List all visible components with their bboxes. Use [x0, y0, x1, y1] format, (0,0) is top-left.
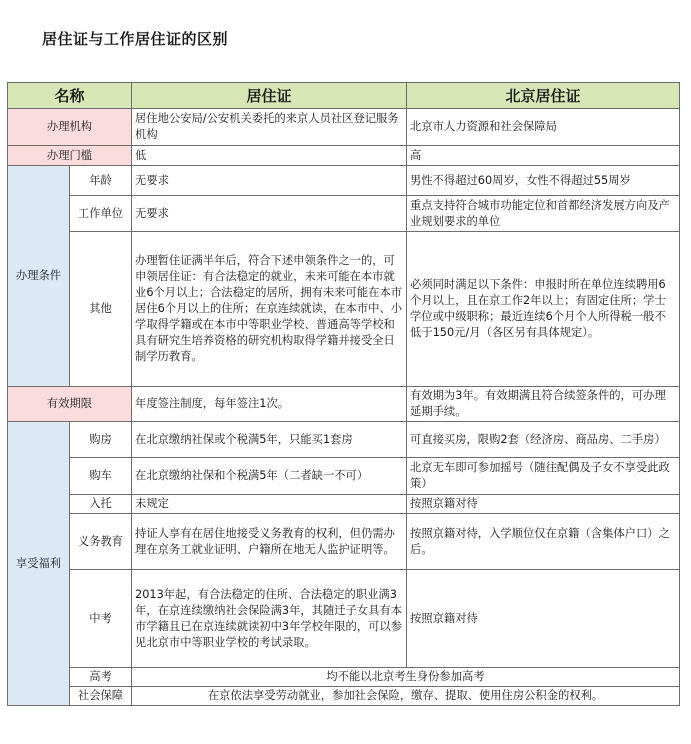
table-row — [8, 570, 680, 668]
age-b: 男性不得超过60周岁，女性不得超过55周岁 — [407, 166, 680, 196]
age-a: 无要求 — [132, 166, 407, 196]
gaokao-merged: 均不能以北京考生身份参加高考 — [132, 668, 680, 687]
education-a: 持证人享有在居住地接受义务教育的权利，但仍需办理在京务工就业证明、户籍所在地无人监护证明等。 — [132, 514, 407, 570]
validity-b: 有效期为3年。有效期满且符合续签条件的，可办理延期手续。 — [407, 387, 680, 422]
sub-label-social: 社会保障 — [70, 687, 132, 706]
table-header-row — [8, 83, 680, 109]
table-row — [8, 514, 680, 570]
car-b: 北京无车即可参加摇号（随往配偶及子女不享受此政策） — [407, 458, 680, 495]
row-label-threshold: 办理门槛 — [8, 146, 132, 166]
sub-label-car: 购车 — [70, 458, 132, 495]
threshold-b: 高 — [407, 146, 680, 166]
house-b: 可直接买房，限购2套（经济房、商品房、二手房） — [407, 422, 680, 458]
zhongkao-b: 按照京籍对待 — [407, 570, 680, 668]
row-label-validity: 有效期限 — [8, 387, 132, 422]
table-row — [8, 146, 680, 166]
zhongkao-a: 2013年起，有合法稳定的住所、合法稳定的职业满3年，在京连续缴纳社会保险满3年，其随迁子女具有本市学籍且已在京连续就读初中3年学校年限的，可以参见北京市中等职业学校的考试录取。 — [132, 570, 407, 668]
other-a: 办理暂住证满半年后，符合下述申领条件之一的，可申领居住证：有合法稳定的就业，未来可能在本市就业6个月以上；合法稳定的居所，拥有未来可能在本市居住6个月以上的住所；在京连续就读，在本市中、小学取得学籍或在本市中等职业学校、普通高等学校和具有研究生培养资格的研究机构取得学籍并接受全日制学历教育。 — [132, 232, 407, 387]
sub-label-house: 购房 — [70, 422, 132, 458]
table-row — [8, 687, 680, 706]
header-beijing-permit: 北京居住证 — [407, 83, 680, 109]
other-b: 必须同时满足以下条件：申报时所在单位连续聘用6个月以上，且在京工作2年以上；有固定住所；学士学位或中级职称；最近连续6个月个人所得税一般不低于150元/月（各区另有具体规定）。 — [407, 232, 680, 387]
car-a: 在北京缴纳社保和个税满5年（二者缺一不可） — [132, 458, 407, 495]
nursery-b: 按照京籍对待 — [407, 495, 680, 514]
nursery-a: 未规定 — [132, 495, 407, 514]
sub-label-nursery: 入托 — [70, 495, 132, 514]
table-row — [8, 109, 680, 146]
agency-b: 北京市人力资源和社会保障局 — [407, 109, 680, 146]
table-row — [8, 387, 680, 422]
table-row — [8, 232, 680, 387]
table-row — [8, 166, 680, 196]
page-title: 居住证与工作居住证的区别 — [42, 30, 229, 48]
table-row — [8, 668, 680, 687]
sub-label-other: 其他 — [70, 232, 132, 387]
table-row — [8, 458, 680, 495]
row-label-agency: 办理机构 — [8, 109, 132, 146]
sub-label-zhongkao: 中考 — [70, 570, 132, 668]
education-b: 按照京籍对待，入学顺位仅在京籍（含集体户口）之后。 — [407, 514, 680, 570]
sub-label-education: 义务教育 — [70, 514, 132, 570]
table-row — [8, 495, 680, 514]
row-label-conditions: 办理条件 — [8, 166, 70, 387]
comparison-table — [7, 82, 680, 706]
row-label-benefits: 享受福利 — [8, 422, 70, 706]
header-name: 名称 — [8, 83, 132, 109]
table-row — [8, 422, 680, 458]
header-residence-permit: 居住证 — [132, 83, 407, 109]
sub-label-age: 年龄 — [70, 166, 132, 196]
agency-a: 居住地公安局/公安机关委托的来京人员社区登记服务机构 — [132, 109, 407, 146]
validity-a: 年度签注制度，每年签注1次。 — [132, 387, 407, 422]
social-merged: 在京依法享受劳动就业，参加社会保险，缴存、提取、使用住房公积金的权利。 — [132, 687, 680, 706]
threshold-a: 低 — [132, 146, 407, 166]
employer-b: 重点支持符合城市功能定位和首都经济发展方向及产业规划要求的单位 — [407, 196, 680, 232]
table-row — [8, 196, 680, 232]
sub-label-gaokao: 高考 — [70, 668, 132, 687]
sub-label-employer: 工作单位 — [70, 196, 132, 232]
house-a: 在北京缴纳社保或个税满5年，只能买1套房 — [132, 422, 407, 458]
employer-a: 无要求 — [132, 196, 407, 232]
